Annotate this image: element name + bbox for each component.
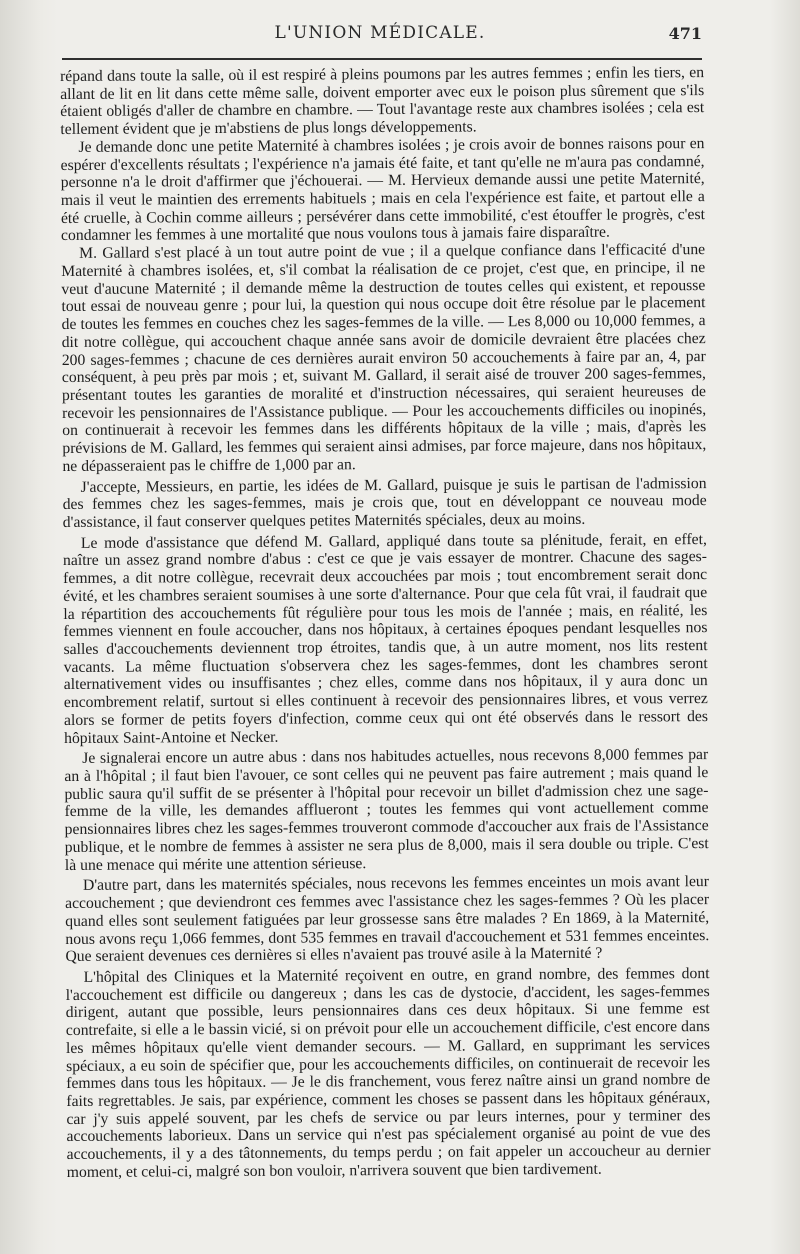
running-header: [60, 18, 700, 58]
running-title: L'UNION MÉDICALE.: [274, 23, 486, 43]
paragraph: D'autre part, dans les maternités spéciales, nous recevons les femmes enceintes un mois avant leur accouchement ; que deviendront ces femmes avec l'assistance chez les sages-femmes ? Où les placer quand elles sont seulement fatiguées par leur grossesse sans être malades ? En 1869, à la Maternité, nous avons reçu 1,066 femmes, dont 535 femmes en travail d'accouchement et 531 femmes enceintes. Que seraient devenues ces dernières si elles n'avaient pas trouvé asile à la Maternité ?: [65, 873, 710, 966]
page-edge-shadow: [770, 0, 800, 1254]
paragraph: Je signalerai encore un autre abus : dans nos habitudes actuelles, nous recevons 8,000 femmes par an à l'hôpital ; il faut bien l'avouer, ce sont celles qui ne peuvent pas faire autrement ; mais quand le public saura qu'il suffit de se présenter à l'hôpital pour recevoir un billet d'admission chez une sage-femme de la ville, les demandes afflueront ; toutes les femmes qui vont actuellement comme pensionnaires libres chez les sages-femmes trouveront commode d'accoucher aux frais de l'Assistance publique, et le nombre de femmes à assister ne sera plus de 8,000, mais il sera double ou triple. C'est là une menace qui mérite une attention sérieuse.: [64, 746, 709, 874]
header-rule: [62, 58, 702, 60]
article-body: [60, 64, 711, 1181]
paragraph: J'accepte, Messieurs, en partie, les idées de M. Gallard, puisque je suis le partisan de l'admission des femmes chez les sages-femmes, mais je crois que, tout en développant ce nouveau mode d'assistance, il faut conserver quelques petites Maternités spéciales, deux au moins.: [62, 474, 707, 531]
page-gutter-shadow: [0, 0, 58, 1254]
paragraph-continued: répand dans toute la salle, où il est respiré à pleins poumons par les autres femmes ; enfin les tiers, en allant de lit en lit dans cette même salle, doivent emporter avec eux le poison plus sûrement que s'ils étaient obligés d'aller de chambre en chambre. — Tout l'avantage reste aux chambres isolées ; cela est tellement évident que je m'abstiens de plus longs développements.: [60, 64, 705, 139]
paragraph: Je demande donc une petite Maternité à chambres isolées ; je crois avoir de bonnes raisons pour en espérer d'excellents résultats ; l'expérience n'a jamais été faite, et tant qu'elle ne m'aura pas condamné, personne n'a le droit d'affirmer que j'échouerai. — M. Hervieux demande aussi une petite Maternité, mais il veut le maintien des errements habituels ; mais en cela l'expérience est faite, et partout elle a été cruelle, à Cochin comme ailleurs ; persévérer dans cette immobilité, c'est étouffer le progrès, c'est condamner les femmes à une mortalité que nous voulons tous à jamais faire disparaître.: [60, 134, 705, 245]
paragraph: L'hôpital des Cliniques et la Maternité reçoivent en outre, en grand nombre, des femmes dont l'accouchement est difficile ou dangereux ; dans les cas de dystocie, d'accident, les sages-femmes dirigent, autant que possible, leurs pensionnaires dans ces deux hôpitaux. Si une femme est contrefaite, si elle a le bassin vicié, si on prévoit pour elle un accouchement difficile, c'est encore dans les mêmes hôpitaux qu'elle vient demander secours. — M. Gallard, en supprimant les services spéciaux, a eu soin de spécifier que, pour les accouchements difficiles, on continuerait de recevoir les femmes dans tous les hôpitaux. — Je le dis franchement, vous ferez naître ainsi un grand nombre de faits regrettables. Je sais, par expérience, comment les choses se passent dans les hôpitaux généraux, car j'y suis appelé souvent, par les chefs de service ou par leurs internes, pour y terminer des accouchements laborieux. Dans un service qui n'est pas spécialement organisé au point de vue des accouchements, il y a des tâtonnements, du temps perdu ; on fait appeler un accoucheur au dernier moment, et celui-ci, malgré son bon vouloir, n'arrivera souvent que bien tardivement.: [65, 964, 711, 1181]
page-number: 471: [668, 24, 702, 43]
paragraph: M. Gallard s'est placé à un tout autre point de vue ; il a quelque confiance dans l'efficacité d'une Maternité à chambres isolées, et, s'il combat la réalisation de ce projet, c'est que, en principe, il ne veut d'aucune Maternité ; il demande même la destruction de toutes celles qui existent, et repousse tout essai de nouveau genre ; pour lui, la question qui nous occupe doit être résolue par le placement de toutes les femmes en couches chez les sages-femmes de la ville. — Les 8,000 ou 10,000 femmes, a dit notre collègue, qui accouchent chaque année sans avoir de domicile devraient être placées chez 200 sages-femmes ; chacune de ces dernières aurait environ 50 accouchements à faire par an, 4, par conséquent, à peu près par mois ; et, suivant M. Gallard, il serait aisé de trouver 200 sages-femmes, présentant toutes les garanties de moralité et d'instruction nécessaires, qui seraient heureuses de recevoir les pensionnaires de l'Assistance publique. — Pour les accouchements difficiles ou inopinés, on continuerait à recevoir les femmes dans les différents hôpitaux de la ville ; mais, d'après les prévisions de M. Gallard, les femmes qui seraient ainsi admises, par force majeure, dans nos hôpitaux, ne dépasseraient pas le chiffre de 1,000 par an.: [61, 241, 707, 475]
paragraph: Le mode d'assistance que défend M. Gallard, appliqué dans toute sa plénitude, ferait, en effet, naître un assez grand nombre d'abus : c'est ce que je vais essayer de montrer. Chacune des sages-femmes, a dit notre collègue, recevrait deux accouchées par mois ; tout encombrement serait donc évité, et les chambres seraient soumises à une sorte d'alternance. Pour que cela fût vrai, il faudrait que la répartition des accouchements fût régulière pour tous les mois de l'année ; mais, en réalité, les femmes viennent en foule accoucher, dans nos hôpitaux, à certaines époques pendant lesquelles nos salles d'accouchements deviennent trop étroites, tandis que, à un autre moment, nos lits restent vacants. La même fluctuation s'observera chez les sages-femmes, dont les chambres seront alternativement vides ou insuffisantes ; chez elles, comme dans nos hôpitaux, il y aura donc un encombrement relatif, surtout si elles continuent à recevoir des pensionnaires libres, et vous verrez alors se former de petits foyers d'infection, comme ceux qui ont été observés dans le ressort des hôpitaux Saint-Antoine et Necker.: [62, 530, 709, 747]
